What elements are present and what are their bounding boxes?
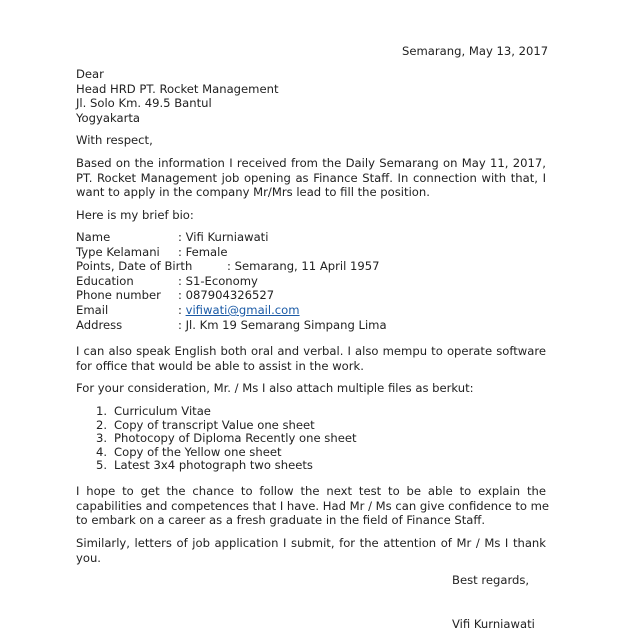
paragraph-line: capabilities and competences that I have. Had Mr / Ms can give confidence to me xyxy=(76,498,550,513)
list-number: 2. xyxy=(96,417,108,432)
paragraph-line: to embark on a career as a fresh graduate in the field of Finance Staff. xyxy=(76,513,486,528)
paragraph-line: I can also speak English both oral and verbal. I also mempu to operate software xyxy=(76,344,546,358)
attach-heading: For your consideration, Mr. / Ms I also attach multiple files as berkut: xyxy=(76,381,474,395)
list-text: Photocopy of Diploma Recently one sheet xyxy=(114,431,357,446)
bio-label: Points, Date of Birth xyxy=(76,259,193,274)
list-number: 4. xyxy=(96,444,108,459)
bio-value: : S1-Economy xyxy=(178,273,258,288)
paragraph-line: PT. Rocket Management job opening as Finance Staff. In connection with that, I xyxy=(76,170,546,185)
hope-paragraph xyxy=(76,484,550,528)
languages-paragraph xyxy=(76,344,546,373)
recipient-line: Yogyakarta xyxy=(76,110,140,125)
email-prefix: : xyxy=(178,302,186,317)
bio-value: : Female xyxy=(178,244,228,259)
recipient-line: Jl. Solo Km. 49.5 Bantul xyxy=(76,96,212,111)
letter-date: Semarang, May 13, 2017 xyxy=(402,44,549,58)
recipient-block xyxy=(76,67,279,125)
paragraph-line: for office that would be able to assist in the work. xyxy=(76,358,364,373)
bio-label: Phone number xyxy=(76,288,161,303)
list-text: Copy of transcript Value one sheet xyxy=(114,417,315,432)
bio-value: : Vifi Kurniawati xyxy=(178,230,269,244)
paragraph-line: I hope to get the chance to follow the next test to be able to explain the xyxy=(76,484,546,498)
bio-label: Education xyxy=(76,273,134,288)
list-number: 3. xyxy=(96,431,108,446)
greeting: With respect, xyxy=(76,133,153,147)
list-text: Latest 3x4 photograph two sheets xyxy=(114,458,313,473)
bio-label: Name xyxy=(76,230,111,244)
email-link[interactable]: vifiwati@gmail.com xyxy=(185,302,300,317)
paragraph-line: want to apply in the company Mr/Mrs lead to fill the position. xyxy=(76,185,430,200)
paragraph-line: you. xyxy=(76,550,101,565)
bio-value xyxy=(178,303,300,318)
closing-paragraph xyxy=(76,536,546,565)
bio-heading: Here is my brief bio: xyxy=(76,208,194,222)
bio-label: Email xyxy=(76,302,109,317)
bio-label: Type Kelamani xyxy=(76,244,160,259)
bio-value: : Semarang, 11 April 1957 xyxy=(227,259,380,274)
closing: Best regards, xyxy=(452,573,530,587)
paragraph-line: Based on the information I received from the Daily Semarang on May 11, 2017, xyxy=(76,156,546,170)
bio-label: Address xyxy=(76,317,123,332)
list-text: Copy of the Yellow one sheet xyxy=(114,444,282,459)
recipient-line: Head HRD PT. Rocket Management xyxy=(76,81,279,96)
intro-paragraph xyxy=(76,156,546,200)
bio-value: : Jl. Km 19 Semarang Simpang Lima xyxy=(178,317,387,332)
bio-value: : 087904326527 xyxy=(178,288,275,303)
salutation: Dear xyxy=(76,67,104,81)
list-text: Curriculum Vitae xyxy=(114,404,211,418)
list-number: 5. xyxy=(96,458,108,473)
signer-name: Vifi Kurniawati xyxy=(452,617,535,631)
list-number: 1. xyxy=(96,404,108,418)
paragraph-line: Similarly, letters of job application I submit, for the attention of Mr / Ms I thank xyxy=(76,536,546,550)
